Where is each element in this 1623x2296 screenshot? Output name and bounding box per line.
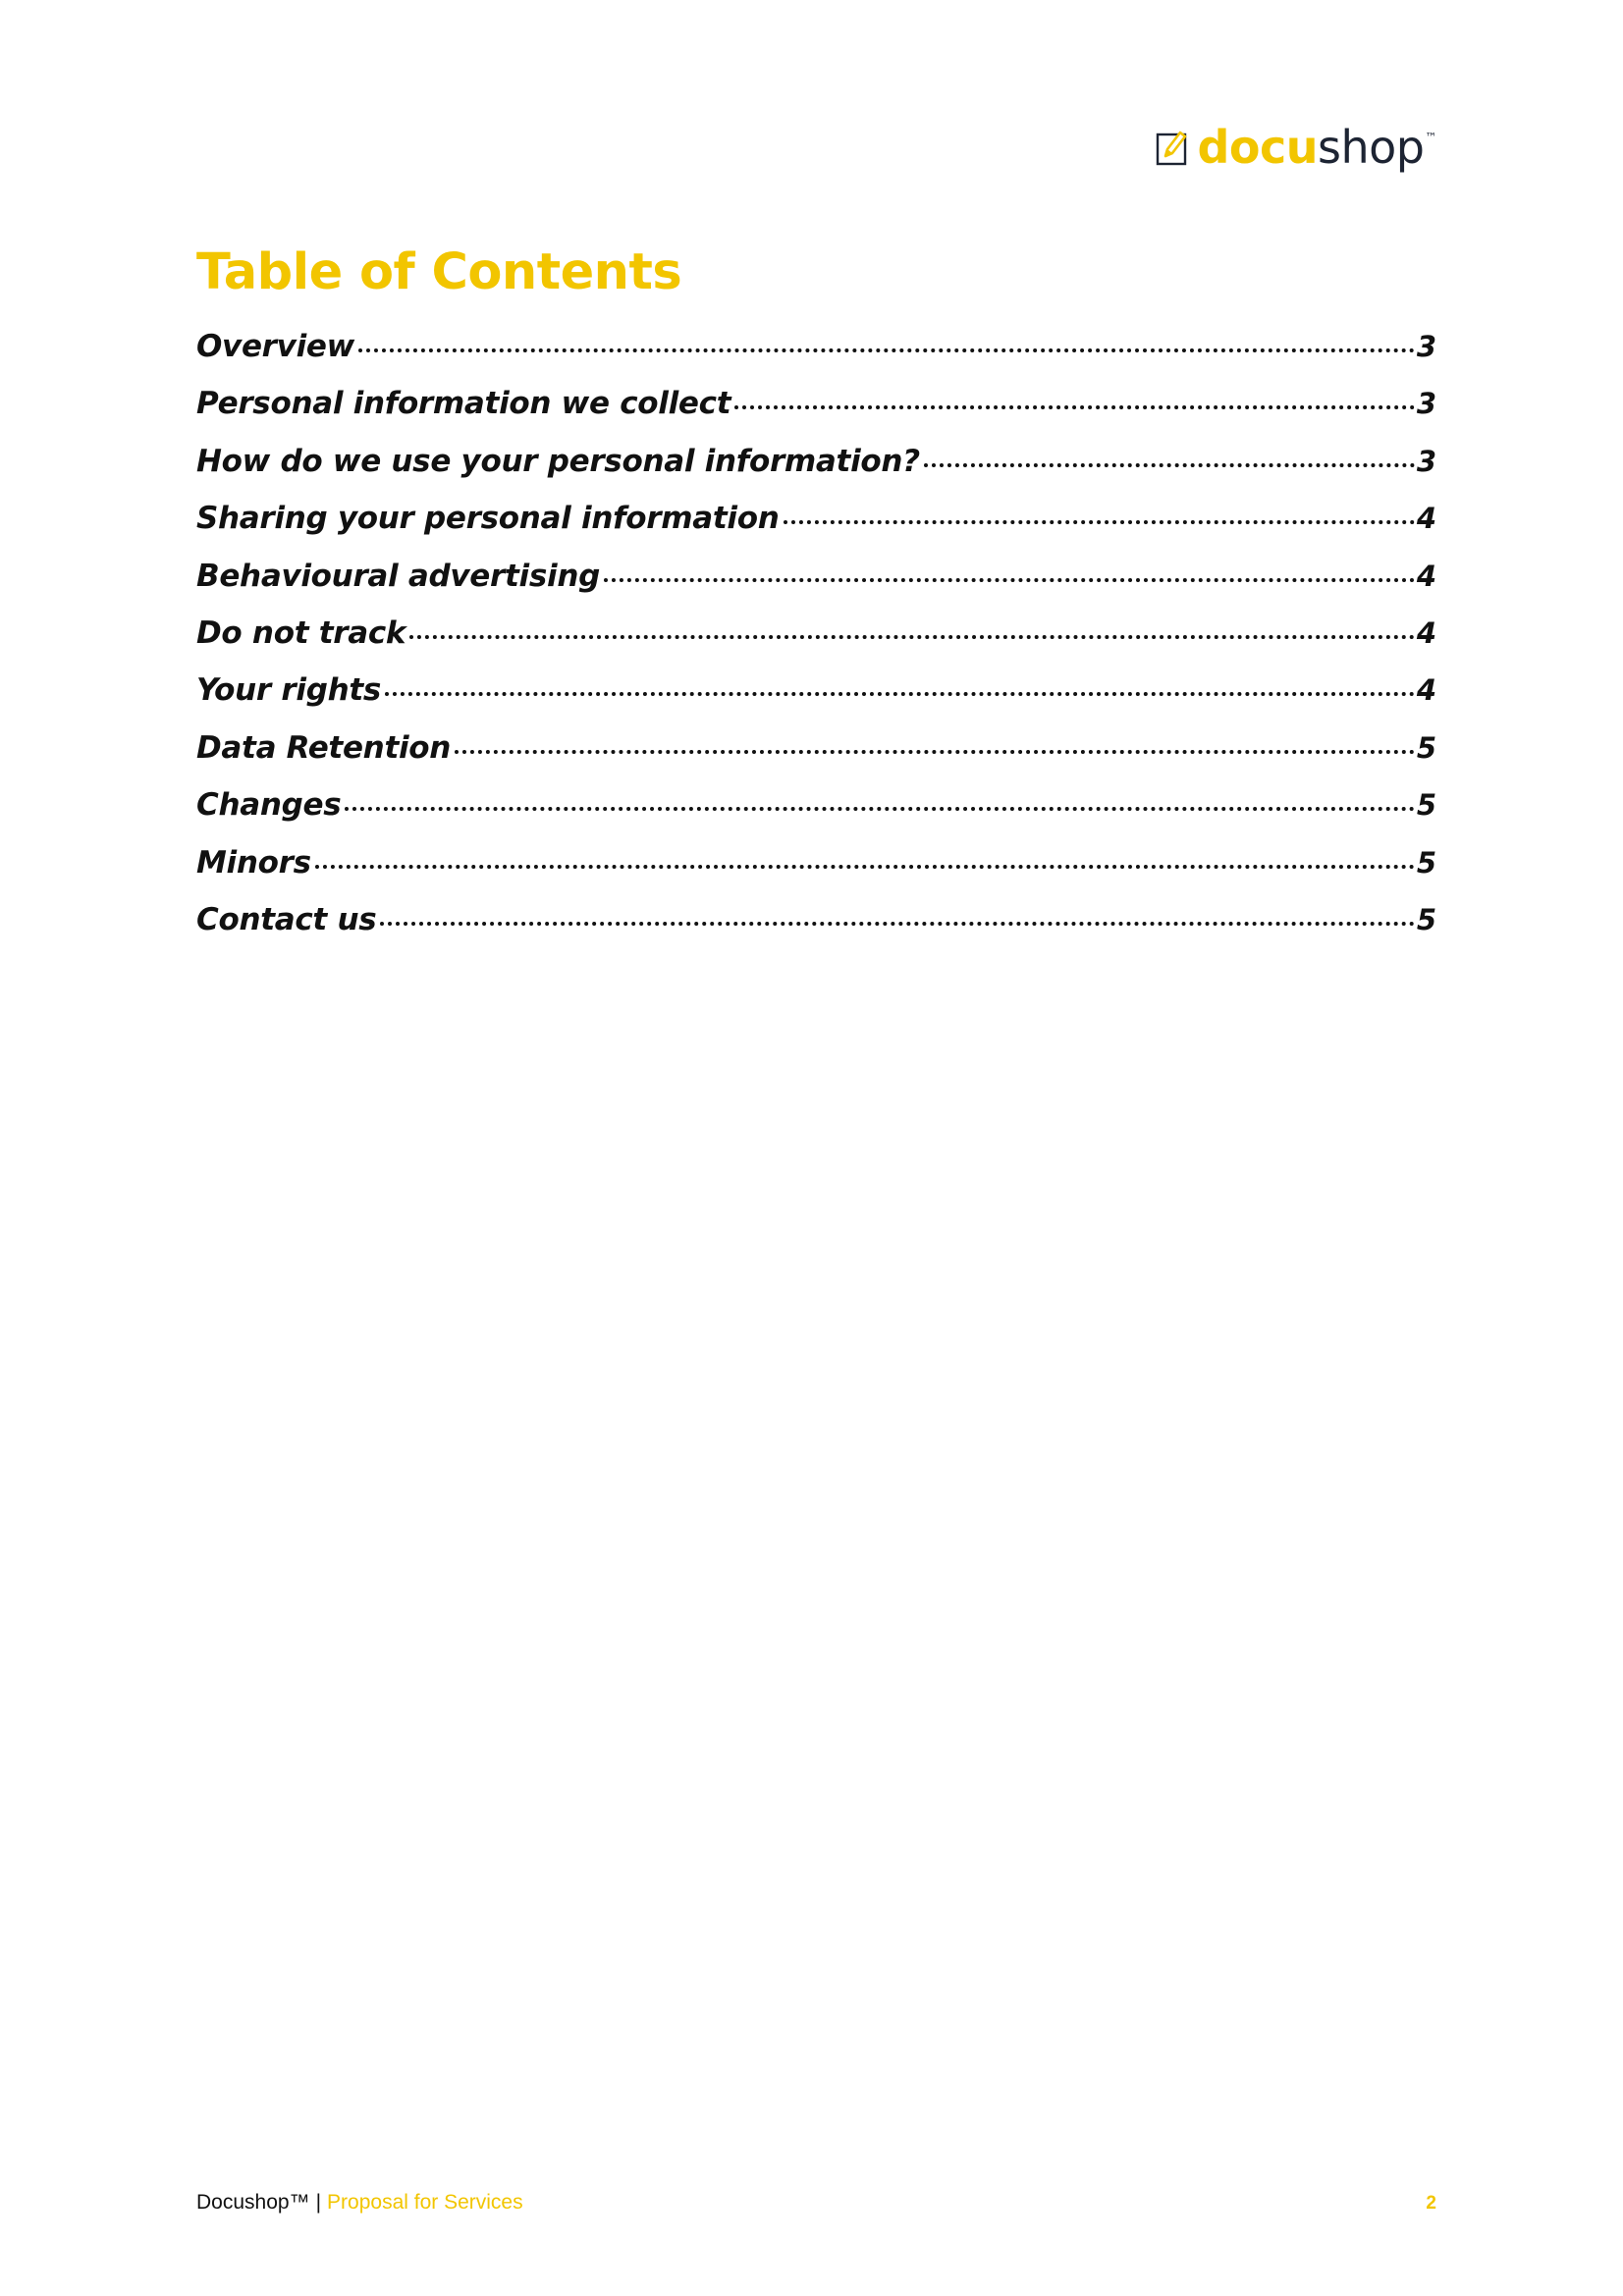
toc-dot-leader [385,692,1415,696]
toc-entry[interactable] [196,787,1436,844]
toc-entry-label: Your rights [196,672,382,709]
footer-document-title: Proposal for Services [327,2191,523,2214]
toc-entry-page: 5 [1416,845,1436,880]
brand-trademark: ™ [1425,131,1436,144]
toc-entry-label: How do we use your personal information? [196,443,920,479]
toc-dot-leader [358,348,1415,352]
toc-entry-label: Minors [196,844,311,881]
footer-separator: | [315,2191,322,2214]
brand-name-light: shop [1318,121,1425,174]
brand-logo [1156,118,1436,177]
toc-entry-label: Contact us [196,901,377,937]
toc-entry[interactable] [196,615,1436,672]
toc-entry-page: 5 [1416,902,1436,936]
toc-dot-leader [604,578,1415,582]
toc-entry-page: 4 [1416,559,1436,593]
toc-entry-label: Personal information we collect [196,386,731,422]
toc-dot-leader [734,405,1415,409]
toc-entry-page: 3 [1416,387,1436,421]
toc-entry[interactable] [196,329,1436,386]
toc-entry-page: 5 [1416,730,1436,765]
toc-entry[interactable] [196,444,1436,501]
toc-entry-label: Overview [196,329,354,364]
toc-entry[interactable] [196,730,1436,787]
toc-entry[interactable] [196,902,1436,959]
pencil-note-icon [1156,129,1189,166]
toc-entry-label: Behavioural advertising [196,558,600,594]
toc-entry-page: 3 [1416,444,1436,478]
toc-entry-label: Sharing your personal information [196,501,780,537]
toc-entry[interactable] [196,672,1436,729]
toc-entry[interactable] [196,559,1436,615]
brand-name-strong: docu [1197,121,1319,174]
page-footer [196,2191,1436,2215]
toc-dot-leader [345,807,1414,811]
toc-dot-leader [784,520,1415,524]
toc-entry-label: Data Retention [196,729,452,766]
toc-entry-page: 5 [1416,788,1436,823]
toc-entry[interactable] [196,501,1436,558]
toc-entry-page: 3 [1416,330,1436,363]
footer-page-number: 2 [1426,2193,1436,2214]
toc-entry-label: Do not track [196,614,406,651]
toc-entry-page: 4 [1416,615,1436,650]
toc-dot-leader [315,865,1415,869]
footer-company-name: Docushop™ [196,2191,310,2214]
toc-dot-leader [409,635,1415,639]
toc-entry-page: 4 [1416,673,1436,708]
toc-entry[interactable] [196,386,1436,443]
toc-entry-page: 4 [1416,502,1436,536]
page-title: Table of Contents [196,243,682,301]
brand-wordmark [1197,121,1436,174]
toc-dot-leader [380,922,1414,926]
toc-dot-leader [455,750,1415,754]
toc-dot-leader [924,463,1415,467]
toc-list [196,329,1436,959]
toc-entry-label: Changes [196,787,342,824]
toc-entry[interactable] [196,845,1436,902]
